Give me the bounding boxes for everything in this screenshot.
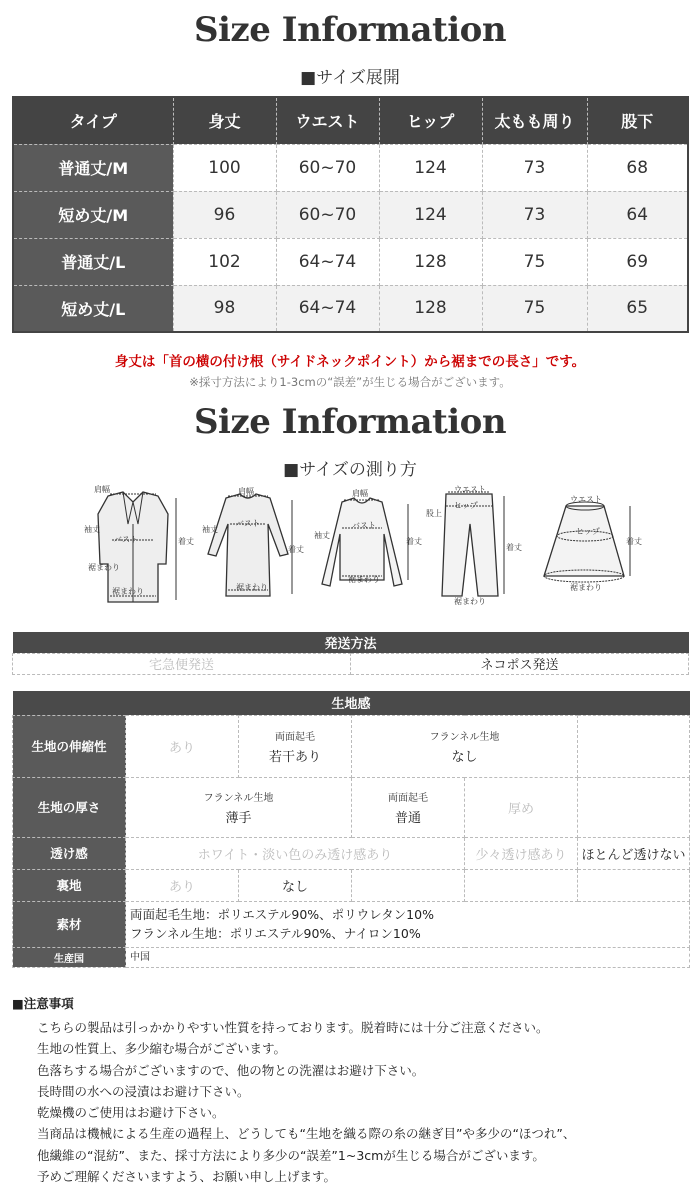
stretch-label: 生地の伸縮性 xyxy=(13,715,126,777)
caution-section xyxy=(12,994,692,1184)
thickness-normal xyxy=(352,777,465,837)
cell: 60~70 xyxy=(276,144,379,191)
caution-item: 生地の性質上、多少縮む場合がございます。 xyxy=(37,1041,287,1057)
size-info-title: Size Information xyxy=(193,10,507,50)
top-diagram xyxy=(310,484,422,606)
fabric-table xyxy=(12,691,690,968)
shoulder-label: 肩幅 xyxy=(94,485,110,494)
thickness-empty xyxy=(578,777,690,837)
caution-item: 予めご理解くださいますよう、お願い申し上げます。 xyxy=(37,1169,337,1184)
shipping-option-nekopos: ネコポス発送 xyxy=(351,653,689,674)
hem-label: 裾まわり xyxy=(236,583,268,592)
size-table xyxy=(12,96,689,333)
pants-diagram xyxy=(426,484,522,606)
thickness-thin-value: 薄手 xyxy=(225,810,252,826)
lining-label: 裏地 xyxy=(13,869,126,901)
caution-title: ■注意事項 xyxy=(12,996,74,1011)
sheer-light-colors: ホワイト・淡い色のみ透け感あり xyxy=(126,837,465,869)
row-label: 普通丈/M xyxy=(13,144,173,191)
col-waist: ウエスト xyxy=(276,97,379,144)
skirt-diagram xyxy=(532,484,642,606)
thickness-row xyxy=(13,777,690,837)
hem-label: 裾まわり xyxy=(348,575,380,584)
lining-row xyxy=(13,869,690,901)
cell: 102 xyxy=(173,238,276,285)
caution-item: 長時間の水への浸漬はお避け下さい。 xyxy=(37,1083,250,1099)
length-label: 着丈 xyxy=(626,537,642,546)
sheer-slight: 少々透け感あり xyxy=(465,837,578,869)
thickness-thin-note: フランネル生地 xyxy=(203,792,274,804)
measurement-error-note: ※採寸方法により1-3cmの“誤差”が生じる場合がございます。 xyxy=(189,375,511,389)
col-type: タイプ xyxy=(13,97,173,144)
origin-label: 生産国 xyxy=(13,947,126,967)
lining-yes: あり xyxy=(126,869,239,901)
cell: 69 xyxy=(587,238,688,285)
caution-item: 乾燥機のご使用はお避け下さい。 xyxy=(37,1105,225,1121)
cell: 124 xyxy=(379,191,482,238)
row-label: 普通丈/L xyxy=(13,238,173,285)
cell: 73 xyxy=(482,191,587,238)
stretch-slight-note: 両面起毛 xyxy=(275,731,315,743)
sheer-label: 透け感 xyxy=(13,837,126,869)
cell: 64~74 xyxy=(276,238,379,285)
caution-item: 色落ちする場合がございますので、他の物との洗濯はお避け下さい。 xyxy=(37,1062,425,1078)
thickness-normal-note: 両面起毛 xyxy=(388,792,428,804)
lining-empty xyxy=(465,869,578,901)
col-hip: ヒップ xyxy=(379,97,482,144)
stretch-yes: あり xyxy=(126,715,239,777)
material-line: 両面起毛生地：ポリエステル90%、ポリウレタン10% xyxy=(130,907,434,922)
fabric-title: 生地感 xyxy=(13,691,690,715)
bust-label: バスト xyxy=(352,521,376,530)
length-label: 着丈 xyxy=(506,543,522,552)
length-label: 着丈 xyxy=(288,545,304,554)
dress-diagram xyxy=(198,484,304,606)
measure-info-title: Size Information xyxy=(193,402,507,442)
sleeve-label: 袖丈 xyxy=(84,525,100,534)
col-length: 身丈 xyxy=(173,97,276,144)
caution-item: こちらの製品は引っかかりやすい性質を持っております。脱着時には十分ご注意ください。 xyxy=(37,1020,549,1035)
material-label: 素材 xyxy=(13,901,126,947)
thickness-thick: 厚め xyxy=(465,777,578,837)
length-label: 着丈 xyxy=(406,537,422,546)
size-table-header xyxy=(13,97,688,144)
stretch-none-note: フランネル生地 xyxy=(429,731,500,743)
shipping-option-takkyubin: 宅急便発送 xyxy=(13,653,351,674)
origin-row xyxy=(13,947,690,967)
length-definition-note: 身丈は「首の横の付け根（サイドネックポイント）から裾までの長さ」です。 xyxy=(114,354,586,370)
caution-item: 他繊維の“混紡”、また、採寸方法により多少の“誤差”1~3cmが生じる場合がございます。 xyxy=(37,1147,545,1163)
hem-label: 裾まわり xyxy=(570,583,602,592)
rise-label: 股上 xyxy=(426,509,442,518)
hem-label: 裾まわり xyxy=(112,587,144,596)
cell: 124 xyxy=(379,144,482,191)
thickness-label: 生地の厚さ xyxy=(13,777,126,837)
cell: 128 xyxy=(379,285,482,332)
stretch-none xyxy=(352,715,578,777)
table-row xyxy=(13,144,688,191)
col-inseam: 股下 xyxy=(587,97,688,144)
sleeve-hem-label: 裾まわり xyxy=(88,563,120,572)
sleeve-label: 袖丈 xyxy=(202,525,218,534)
table-row xyxy=(13,238,688,285)
hip-label: ヒップ xyxy=(576,527,600,536)
cell: 73 xyxy=(482,144,587,191)
caution-item: 当商品は機械による生産の過程上、どうしても“生地を織る際の糸の継ぎ目”や多少の“ほつれ”、 xyxy=(37,1126,576,1142)
stretch-slight xyxy=(239,715,352,777)
hem-label: 裾まわり xyxy=(454,597,486,606)
table-row xyxy=(13,191,688,238)
thickness-thin xyxy=(126,777,352,837)
waist-label: ウエスト xyxy=(570,495,602,504)
lining-no: なし xyxy=(239,869,352,901)
top-outline-icon xyxy=(310,484,415,606)
cell: 60~70 xyxy=(276,191,379,238)
sheer-row xyxy=(13,837,690,869)
thickness-normal-value: 普通 xyxy=(394,810,421,826)
cell: 98 xyxy=(173,285,276,332)
row-label: 短め丈/L xyxy=(13,285,173,332)
stretch-none-value: なし xyxy=(451,749,478,765)
cell: 100 xyxy=(173,144,276,191)
measurement-diagrams xyxy=(78,484,642,606)
sleeve-label: 袖丈 xyxy=(314,531,330,540)
row-label: 短め丈/M xyxy=(13,191,173,238)
size-subtitle: ■サイズ展開 xyxy=(300,68,400,88)
stretch-empty xyxy=(578,715,690,777)
cell: 65 xyxy=(587,285,688,332)
bust-label: バスト xyxy=(114,535,138,544)
cell: 68 xyxy=(587,144,688,191)
table-row xyxy=(13,285,688,332)
material-line: フランネル生地：ポリエステル90%、ナイロン10% xyxy=(130,926,421,941)
sheer-none: ほとんど透けない xyxy=(578,837,690,869)
shoulder-label: 肩幅 xyxy=(238,487,254,496)
cell: 64~74 xyxy=(276,285,379,332)
origin-value: 中国 xyxy=(126,947,690,967)
shipping-table xyxy=(12,632,689,675)
stretch-slight-value: 若干あり xyxy=(268,749,321,765)
shoulder-label: 肩幅 xyxy=(352,489,368,498)
measure-subtitle: ■サイズの測り方 xyxy=(283,460,417,480)
cell: 128 xyxy=(379,238,482,285)
lining-empty xyxy=(578,869,690,901)
shipping-title: 発送方法 xyxy=(13,632,689,653)
cell: 75 xyxy=(482,238,587,285)
material-row xyxy=(13,901,690,947)
col-thigh: 太もも周り xyxy=(482,97,587,144)
cell: 75 xyxy=(482,285,587,332)
material-value xyxy=(126,901,690,947)
bust-label: バスト xyxy=(236,519,260,528)
hip-label: ヒップ xyxy=(454,501,478,510)
cell: 64 xyxy=(587,191,688,238)
waist-label: ウエスト xyxy=(454,485,486,494)
lining-empty xyxy=(352,869,465,901)
length-label: 着丈 xyxy=(178,537,194,546)
stretch-row xyxy=(13,715,690,777)
coat-diagram xyxy=(78,484,194,606)
cell: 96 xyxy=(173,191,276,238)
